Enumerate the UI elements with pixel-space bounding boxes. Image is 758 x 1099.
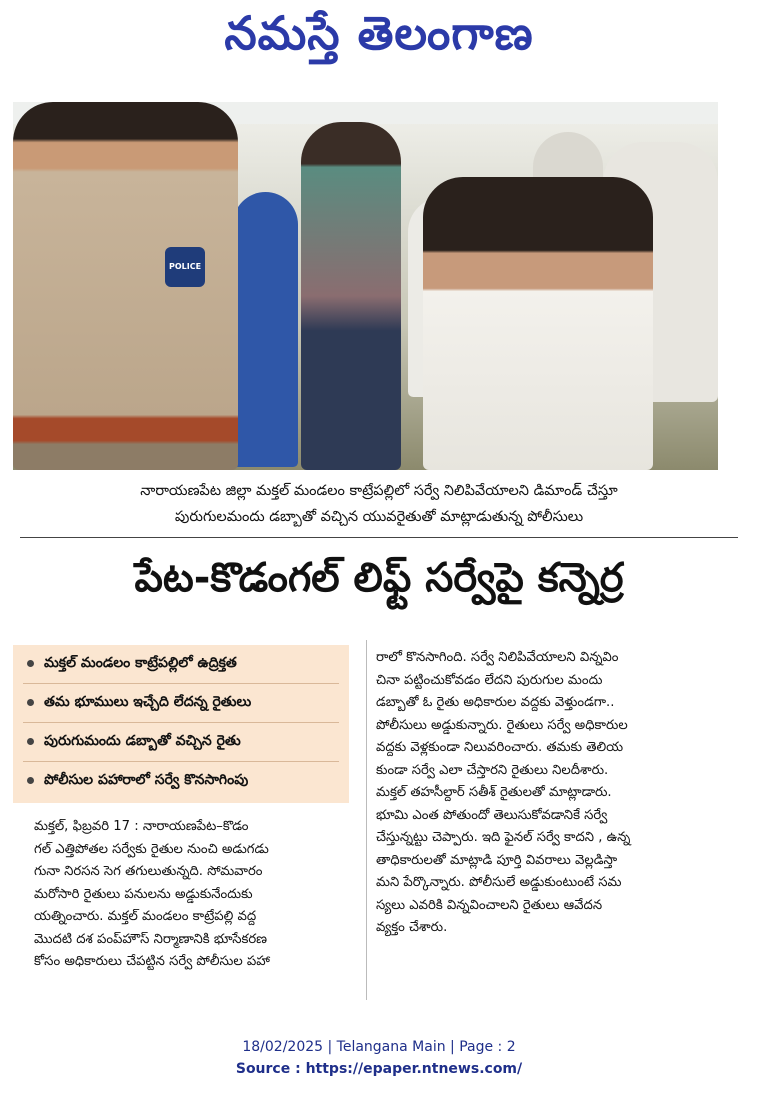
bullet-icon — [27, 738, 34, 745]
body-line: డబ్బాతో ఓ రైతు అధికారుల వద్దకు వెళ్తుండగా.. — [376, 695, 615, 710]
body-line: వద్దకు వెళ్లకుండా నిలువరించారు. తమకు తెలియ — [376, 740, 624, 755]
highlight-separator — [23, 761, 339, 762]
body-line: కోసం అధికారులు చేపట్టిన సర్వే పోలీసుల పహా — [34, 954, 270, 969]
body-line: యత్నించారు. మక్తల్ మండలం కాట్రేపల్లి వద్ద — [34, 909, 257, 924]
footer-source-link[interactable]: Source : https://epaper.ntnews.com/ — [235, 1061, 523, 1077]
body-line: మక్తల్, ఫిబ్రవరి 17 : నారాయణపేట–కొడం — [34, 819, 249, 834]
highlight-separator — [23, 683, 339, 684]
highlight-item: తమ భూములు ఇచ్చేది లేదన్న రైతులు — [27, 694, 251, 713]
photo-child — [233, 192, 298, 467]
photo-farmer-front — [423, 177, 653, 470]
bullet-icon — [27, 777, 34, 784]
body-line: మని పేర్కొన్నారు. పోలీసులే అడ్డుకుంటుంటే సమ — [376, 875, 622, 890]
body-line: మక్తల్ తహసీల్దార్ సతీశ్ రైతులతో మాట్లాడారు. — [376, 785, 612, 800]
masthead-logo: నమస్తే తెలంగాణ — [224, 6, 534, 60]
bullet-icon — [27, 660, 34, 667]
caption-line-1: నారాయణపేట జిల్లా మక్తల్ మండలం కాట్రేపల్లిలో సర్వే నిలిపివేయాలని డిమాండ్ చేస్తూ — [140, 483, 618, 499]
body-line: చినా పట్టించుకోవడం లేదని పురుగుల మందు — [376, 672, 603, 688]
photo-policeman — [13, 102, 238, 470]
highlight-separator — [23, 722, 339, 723]
highlight-item: పోలీసుల పహారాలో సర్వే కొనసాగింపు — [27, 772, 248, 791]
body-line: గునా నిరసన సెగ తగులుతున్నది. సోమవారం — [34, 864, 263, 879]
body-line: రాలో కొనసాగింది. సర్వే నిలిపివేయాలని విన్నవిం — [376, 650, 619, 665]
highlights-box — [13, 645, 349, 803]
body-line: వ్యక్తం చేశారు. — [376, 920, 448, 935]
article-body-left — [34, 816, 360, 974]
photo-caption — [20, 478, 738, 530]
caption-divider — [20, 537, 738, 538]
body-line: పోలీసులు అడ్డుకున్నారు. రైతులు సర్వే అధికారుల — [376, 717, 628, 733]
highlight-item: పురుగుమందు డబ్బాతో వచ్చిన రైతు — [27, 733, 241, 752]
body-line: మొదటి దశ పంప్‌హౌస్ నిర్మాణానికి భూసేకరణ — [34, 931, 268, 947]
body-line: చేస్తున్నట్టు చెప్పారు. ఇది ఫైనల్ సర్వే కాదని , ఉన్న — [376, 830, 631, 845]
body-line: కుండా సర్వే ఎలా చేస్తారని రైతులు నిలదీశారు. — [376, 762, 609, 778]
body-line: మరోసారి రైతులు పనులను అడ్డుకునేందుకు — [34, 886, 253, 902]
article-body-right — [376, 647, 716, 940]
caption-line-2: పురుగులమందు డబ్బాతో వచ్చిన యువరైతుతో మాట్లాడుతున్న పోలీసులు — [174, 509, 584, 525]
police-badge: POLICE — [165, 247, 205, 287]
photo-young-farmer — [301, 122, 401, 470]
bullet-icon — [27, 699, 34, 706]
body-line: భూమి ఎంత పోతుందో తెలుసుకోవడానికే సర్వే — [376, 807, 608, 823]
column-divider — [366, 640, 367, 1000]
body-line: తాధికారులతో మాట్లాడి పూర్తి వివరాలు వెల్లడిస్తా — [376, 852, 618, 868]
body-line: గల్ ఎత్తిపోతల సర్వేకు రైతుల నుంచి అడుగడు — [34, 841, 269, 857]
headline: పేట-కొడంగల్ లిఫ్ట్ సర్వేపై కన్నెర్ర — [134, 555, 624, 601]
highlight-item: మక్తల్ మండలం కాట్రేపల్లిలో ఉద్రిక్తత — [27, 655, 237, 674]
body-line: స్యలు ఎవరికి విన్నవించాలని రైతులు ఆవేదన — [376, 897, 603, 913]
footer-date-edition: 18/02/2025 | Telangana Main | Page : 2 — [242, 1039, 516, 1055]
news-photo — [13, 102, 718, 470]
